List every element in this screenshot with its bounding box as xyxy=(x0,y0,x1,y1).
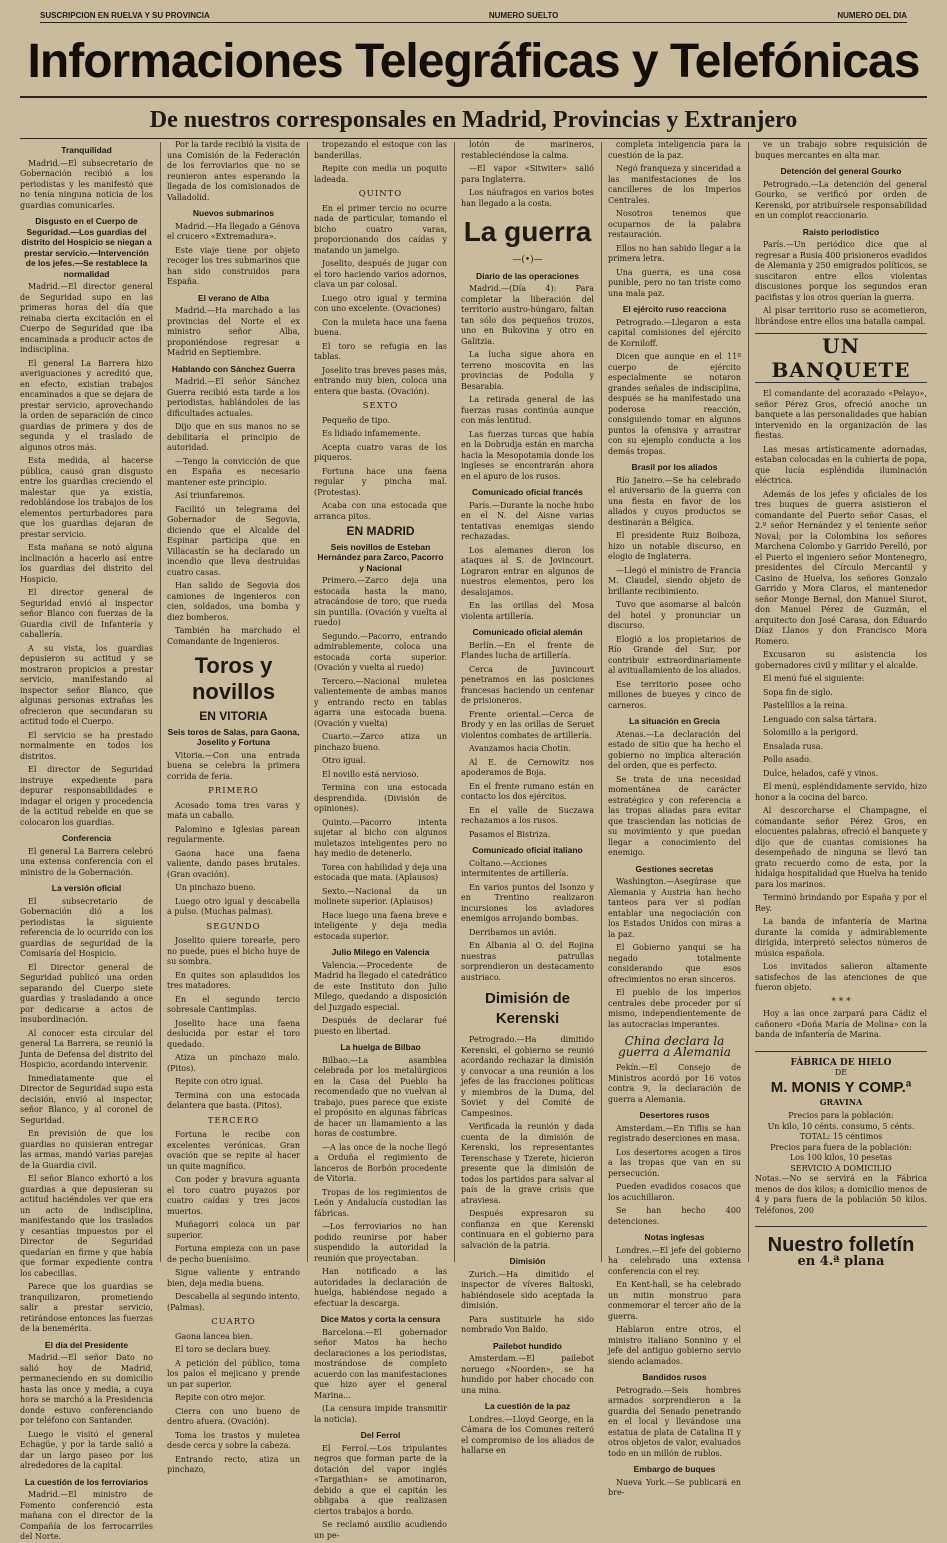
article-paragraph: Madrid.—Ha marchado a las provincias del Norte el ex ministro señor Alba, proponiéndose regresar a Madrid en Septiembre. xyxy=(167,306,300,357)
article-paragraph: El general La Barrera hizo averiguaciones y acreditó que, en efecto, existían trabajos encaminados a que se dejara de prestar servicio, aprovechando la orden de separación de cinco guardias de primera y dos de segunda y el traslado de algunos otros más. xyxy=(20,358,153,452)
article-paragraph: Las fuerzas turcas que había en la Dobrudja están en marcha hacia la Mesopotamia donde los ingleses se encontrarán ahora en el apuro de los rusos. xyxy=(461,429,594,481)
article-paragraph: Petrogrado.—Seis hombres armados sorprendieron a la guardia del Senado penetrando en el local y llevándose una estatua de plata de Catalina II y otros objetos de valor, evaluados todo en un millón de rublos. xyxy=(608,1385,741,1458)
article-headline: El ejército ruso reacciona xyxy=(622,304,727,314)
article-paragraph: El Director general de Seguridad publicó una orden separando del Cuerpo siete guardias y trasladando a once por dedicarse a actos de insubordinación. xyxy=(20,962,153,1024)
article-headline: Comunicado oficial italiano xyxy=(472,845,583,855)
column-5 xyxy=(608,140,742,1497)
ad-line: Precios para fuera de la población: xyxy=(770,1142,912,1152)
article-paragraph: Valencia.—Procedente de Madrid ha llegado el catedrático de este Instituto don Julio Milego, quedando a disposición del Juzgado especial. xyxy=(314,960,447,1012)
article-headline: La cuestión de la paz xyxy=(484,1401,571,1411)
article-paragraph: Joselito, después de jugar con el toro haciendo varios adornos, clava un par colosal. xyxy=(314,259,447,289)
article-paragraph: El Gobierno yanqui se ha negado totalmente considerando que esos ofrecimientos no eran sinceros. xyxy=(608,943,741,984)
article-headline: Detención del general Gourko xyxy=(780,166,902,176)
article-paragraph: Madrid.—El subsecretario de Gobernación recibió a los periodistas y les manifestó que no tenía ninguna noticia de los guardias comunicarles. xyxy=(20,158,153,210)
article-paragraph: Muñagorri coloca un par superior. xyxy=(167,1220,300,1240)
article-paragraph: Hablaron entre otros, el ministro italiano Sonnino y el jefe del antiguo gobierno servio siendo aclamados. xyxy=(608,1325,741,1366)
running-header xyxy=(40,8,907,23)
article-paragraph: El presidente Ruiz Boiboza, hizo un notable discurso, en elogio de Inglaterra. xyxy=(608,531,741,561)
article-headline: Hablando con Sánchez Guerra xyxy=(171,363,296,374)
article-paragraph: Palomino e Iglesias parean regularmente. xyxy=(167,824,300,844)
article-paragraph: Elogió a los propietarios de Río Grande del Sur, por contribuir extraordinariamente al avituallamiento de los aliados. xyxy=(608,634,742,675)
article-paragraph: completa inteligencia para la cuestión de la paz. xyxy=(608,140,741,160)
article-paragraph: Vitoria.—Con una entrada buena se celebra la primera corrida de feria. xyxy=(167,750,300,781)
column-separator xyxy=(748,142,749,1262)
article-paragraph: Con la muleta hace una faena buena. xyxy=(314,317,447,337)
ad-line: Un kilo, 10 cénts. consumo, 5 cénts. xyxy=(767,1121,915,1131)
column-separator xyxy=(601,142,602,1262)
article-paragraph: El toro se declara buey. xyxy=(175,1345,271,1354)
article-paragraph: Hace luego una faena breve e inteligente y deja media estocada superior. xyxy=(314,910,447,941)
article-paragraph: —Los ferroviarios no han podido reunirse por haber suspendido la autoridad la reunión que proyectaban. xyxy=(314,1222,447,1263)
article-headline: La cuestión de los ferroviarios xyxy=(24,1476,149,1487)
article-headline: Diario de las operaciones xyxy=(476,270,579,281)
italic-headline: China declara la guerra a Alemania xyxy=(618,1034,731,1059)
ad-location: GRAVINA xyxy=(819,1096,863,1107)
article-paragraph: Pequeño de tipo. xyxy=(322,415,390,425)
article-paragraph: El director de Seguridad instruye expediente para depurar responsabilidades e indagar el origen y procedencia de la actitud rebelde en que se colocaron los guardias. xyxy=(20,765,153,827)
article-paragraph: Toma los trastos y muletea desde cerca y sobre la cabeza. xyxy=(167,1430,300,1450)
ad-de: DE xyxy=(834,1068,848,1077)
article-paragraph: El comandante del acorazado «Pelayo», señor Pérez Gros, ofreció anoche un banquete a las personalidades que habían intervenido en la organización de las fiestas. xyxy=(755,389,927,440)
article-paragraph: Primero.—Zarco deja una estocada hasta la mano, atracándose de toro, que rueda sin puntilla. (Ovación y vuelta al ruedo) xyxy=(314,576,447,627)
article-paragraph: Además de los jefes y oficiales de los tres buques de guerra asistieron el comandante del Puerto señor Casas, el 2.º señor Hernández y el teniente señor Noval; por la Colombina los señores Marchena Colombo y Garrido Perelló, por el Puerto el ingeniero señor Montenegro, presidentes del Círculo Mercantil y Casino de Huelva, los señores Gonzalo Garrido y Mora Claros, el mantenedor señor Monge Bernal, don Manuel Siurot, don Manuel Pérez de Guzmán, el arquitecto don José Carasa, don Eduardo Díaz Llanos y don Francisco Mora Romero. xyxy=(755,489,927,646)
article-paragraph: Se trata de una necesidad momentánea de carácter estratégico y con referencia a las tropas aliadas para evitar que trasciendan las noticias de su movimiento y que puedan llegar a conocimiento del enemigo. xyxy=(608,774,741,857)
article-paragraph: Joselito hace una faena deslucida por estar el toro quedado. xyxy=(167,1018,300,1049)
article-paragraph: —El vapor «Sitwiter» salió para Inglaterra. xyxy=(461,164,594,184)
article-headline: El día del Presidente xyxy=(44,1339,129,1350)
article-paragraph: Descabella al segundo intento. (Palmas). xyxy=(167,1292,300,1312)
article-paragraph: El señor Blanco exhortó a los guardias a que depusieran su actitud haciéndoles ver que era un acto de indisciplina, manifestando que los traslados y cesantías impuestos por el Director de Seguridad quedarían en firme y que había que formar expediente contra los cabecillas. xyxy=(20,1174,153,1278)
article-paragraph: Sexto.—Nacional da un molinete superior. (Aplausos) xyxy=(314,886,447,906)
article-paragraph: Los desertores acogen a tiros a las tropas que van en su persecución. xyxy=(608,1147,741,1178)
article-paragraph: La retirada general de las fuerzas rusas continúa aunque con más lentitud. xyxy=(461,395,594,425)
column-6 xyxy=(755,140,927,1269)
article-paragraph: En Kent-hall, se ha celebrado un mitin monstruo para conmemorar el tercer año de la guerra. xyxy=(608,1280,741,1321)
article-paragraph: Acosado toma tres varas y mata un caballo. xyxy=(167,800,300,820)
article-paragraph: Gaona hace una faena valiente, dando pases brutales. (Gran ovación). xyxy=(167,848,300,879)
ad-line: Notas.—No se servirá en la Fábrica menos de dos kilos; a domicilio menos de 4 y para fuera de la población 50 kilos. Teléfonos, 200 xyxy=(755,1174,927,1215)
article-headline: Brasil por los aliados xyxy=(631,462,718,472)
bullfight-section-label: TERCERO xyxy=(207,1115,260,1126)
article-paragraph: El Ferrol.—Los tripulantes negros que forman parte de la dotación del vapor inglés «Targathian» se amotinaron, debido a que el capitán les obligaba a que realizasen ciertos trabajos a bordo. xyxy=(314,1443,447,1516)
ornament: —(•)— xyxy=(512,255,543,265)
article-headline: Seis novillos de Esteban Hernández para Zarco, Pacorro y Nacional xyxy=(317,541,444,573)
article-paragraph: Berlín.—En el frente de Flandes lucha de artillería. xyxy=(461,640,594,660)
article-paragraph: Facilitó un telegrama del Gobernador de Segovia, diciendo que el Alcalde del Espinar participa que en Villacastín se ha declarado un incendio que lleva destruidas cuatro casas. xyxy=(167,504,300,577)
article-paragraph: Madrid.—El señor Sánchez Guerra recibió esta tarde a los periodistas, hablándoles de las dificultades actuales. xyxy=(167,377,300,418)
article-paragraph: Se reclamó auxilio acudiendo un pe- xyxy=(314,1520,447,1540)
article-paragraph: Para sustituirle ha sido nombrado Von Baldo. xyxy=(461,1314,594,1334)
article-paragraph: El toro se refugia en las tablas. xyxy=(314,341,447,361)
article-headline: Comunicado oficial alemán xyxy=(472,627,583,637)
article-paragraph: Torea con habilidad y deja una estocada que mata. (Aplausos) xyxy=(314,862,447,882)
article-paragraph: Inmediatamente que el Director de Seguridad supo esta decisión, envió al inspector, señor Blanco, y al coronel de Seguridad. xyxy=(20,1073,153,1125)
article-paragraph: Ese territorio posee ocho millones de bueyes y cinco de carneros. xyxy=(608,679,741,710)
ice-factory-ad xyxy=(755,1051,927,1217)
article-headline: Tranquilidad xyxy=(61,145,112,155)
article-paragraph: Este viaje tiene por objeto recoger los tres submarinos que han sido construidos para España. xyxy=(167,245,300,286)
article-paragraph: En el primer tercio no ocurre nada de particular, tomando el bicho cuatro varas, proporcionando dos caídas y matando un jamelgo. xyxy=(314,203,447,255)
bullfight-section-label: QUINTO xyxy=(358,189,403,199)
article-paragraph: Un pinchazo bueno. xyxy=(175,883,256,892)
ad-line: Los 100 kilos, 10 pesetas xyxy=(789,1153,893,1162)
article-headline: Dice Matos y corta la censura xyxy=(320,1314,441,1324)
article-paragraph: Pekín.—El Consejo de Ministros acordó por 16 votos contra 9, la declaración de guerra a Alemania. xyxy=(608,1063,741,1104)
article-headline: La huelga de Bilbao xyxy=(340,1042,421,1052)
article-paragraph: Pastelillos a la reina. xyxy=(763,701,848,710)
article-paragraph: El subsecretario de Gobernación dió a los periodistas la siguiente referencia de lo ocurrido con los guardias de seguridad de la Comisaría del Hospicio. xyxy=(20,896,153,958)
ad-company: M. MONIS Y COMP.ª xyxy=(770,1078,912,1096)
article-paragraph: París.—Un periódico dice que al regresar a Rusia 400 prisioneros evadidos de Alemania y 250 emigrados políticos, se suscitaron entre ellos violentas discusiones porque los segundos eran pacifistas y los otros querían la guerra. xyxy=(755,240,927,302)
article-paragraph: Madrid.—El director general de Seguridad supo en las primeras horas del día que reinaba cierta excitación en el Cuerpo de Seguridad que iba encaminada a producir actos de indisciplina. xyxy=(20,282,153,354)
article-paragraph: En Albania al O. del Rojina nuestras patrullas sorprendieron un destacamento austriaco. xyxy=(461,941,594,982)
article-paragraph: El menú, espléndidamente servido, hizo honor a la cocina del barco. xyxy=(755,782,927,802)
section-banner: La guerra xyxy=(463,216,592,247)
ad-line: Precios para la población: xyxy=(788,1111,894,1120)
column-6-articles xyxy=(755,140,927,1041)
article-paragraph: Fortuna hace una faena regular y pincha mal. (Protestas). xyxy=(314,466,447,497)
article-paragraph: Londres.—El jefe del gobierno ha celebrado una extensa conferencia con el rey. xyxy=(608,1245,741,1276)
article-paragraph: Así triunfaremos. xyxy=(175,491,246,500)
article-paragraph: tropezando el estoque con las banderillas. xyxy=(314,140,447,160)
article-paragraph: Tropas de los regimientos de León y Andalucía custodian las fábricas. xyxy=(314,1187,447,1218)
ornament: * * * xyxy=(831,996,851,1007)
article-paragraph: Después de declarar fué puesto en libertad. xyxy=(314,1016,447,1036)
article-paragraph: Esta mañana se notó alguna inclinación a hacerlo así entre los guardias del distrito del Hospicio. xyxy=(20,543,153,584)
article-paragraph: Fortuna le recibe con excelentes verónicas. Gran ovación que se repite al hacer un quite magnífico. xyxy=(167,1130,300,1171)
bullfight-section-label: SEGUNDO xyxy=(206,921,261,932)
article-headline: Gestiones secretas xyxy=(635,863,714,874)
article-paragraph: —A las once de la noche llegó a Orduña el regimiento de lanceros de Borbón procedente de Vitoria. xyxy=(314,1142,447,1183)
folletin-notice xyxy=(755,1226,927,1268)
article-paragraph: El director general de Seguridad envió al inspector señor Blanco con fuerzas de la Guardia civil de Infantería y caballería. xyxy=(20,588,153,639)
article-paragraph: Dicen que aunque en el 11º cuerpo de ejército especialmente se notaron grandes señales de indisciplina, después se ha manifestado una poderosa reacción, consiguiendo tomar en algunos puntos la ofensiva y arrastrar con su ejemplo conducta a los demás tropas. xyxy=(608,352,741,456)
running-header-center: NUMERO SUELTO xyxy=(488,10,559,20)
article-paragraph: Nueva York.—Se publicará en bre- xyxy=(608,1477,741,1497)
ad-line: TOTAL: 15 céntimos xyxy=(799,1132,883,1141)
section-banner: Dimisión de Kerenski xyxy=(484,990,570,1027)
article-paragraph: Los náufragos en varios botes han llegado a la costa. xyxy=(461,188,594,208)
article-paragraph: Pollo asado. xyxy=(763,755,812,764)
article-paragraph: Las mesas artísticamente adornadas, estaban colocadas en la cubierta de popa, que lucía espléndida iluminación eléctrica. xyxy=(755,444,927,485)
article-paragraph: —Llegó el ministro de Francia M. Claudel, siendo objeto de brillante recibimiento. xyxy=(608,565,741,596)
article-paragraph: Tercero.—Nacional muletea valientemente de ambas manos y entrando recto en tablas agarra una estocada buena. (Ovación y vuelta) xyxy=(314,676,447,728)
article-paragraph: Coltano.—Acciones intermitentes de artillería. xyxy=(461,858,569,878)
article-paragraph: Quinto.—Pacorro intenta sujetar al bicho con algunos muletazos inteligentes pero no hay medio de detenerlo. xyxy=(314,817,447,858)
masthead-rule xyxy=(20,96,927,98)
article-paragraph: En varios puntos del Isonzo y en Trentino realizaron incursiones los aviadores enemigos arrojando bombas. xyxy=(461,882,594,923)
article-paragraph: Esta medida, al hacerse pública, causó gran disgusto entre los guardias creciendo el malestar que ya existía, redoblándose los trabajos de los elementos perturbadores para que los guardias dejaran de prestar servicio. xyxy=(20,456,153,539)
article-paragraph: Al pisar territorio ruso se acometieron, librándose entre ellos una batalla campal. xyxy=(755,306,927,326)
article-paragraph: Los invitados salieron altamente satisfechos de las atenciones de que fueron objeto. xyxy=(755,962,927,992)
bullfight-section-label: SEXTO xyxy=(362,401,399,411)
article-paragraph: Terminó brindando por España y por el Rey. xyxy=(755,893,927,913)
article-paragraph: Tuvo que asomarse al balcón del hotel y pronunciar un discurso. xyxy=(608,600,741,630)
article-paragraph: A su vista, los guardias depusieron su actitud y se mostraron propicios a prestar servicio, manifestando al inspector señor Blanco, que algunas personas extrañas les ofrecieron que secundaran su actitud todo el Cuerpo. xyxy=(20,643,153,726)
article-headline: Pailebot hundido xyxy=(493,1340,562,1351)
article-paragraph: (La censura impide transmitir la noticia). xyxy=(314,1404,447,1424)
article-paragraph: Entrando recto, atiza un pinchazo, xyxy=(167,1454,300,1474)
column-1 xyxy=(20,140,153,1541)
article-paragraph: Petrogrado.—Ha dimitido Kerenski, el gobierno se reunió acordando rechazar la dimisión y convocar a una reunión a los jefes de las fracciones políticas y miembros de la Duma, del Soviet y del Comité de Campesinos. xyxy=(461,1035,594,1118)
subhead: De nuestros corresponsales en Madrid, Provincias y Extranjero xyxy=(149,107,798,133)
article-paragraph: Barcelona.—El gobernador señor Matos ha hecho declaraciones a los periodistas, mostrándose de completo acuerdo con las manifestaciones que hizo ayer el general Marina... xyxy=(314,1327,447,1400)
article-paragraph: Bilbao.—La asamblea celebrada por los metalúrgicos en la Casa del Pueblo ha recomendado que no vuelvan al trabajo, pues parece que existe el propósito en algunas fábricas de hacer un llamamiento a las horas de costumbre. xyxy=(314,1055,447,1138)
article-headline: Raisto periodístico xyxy=(802,226,880,237)
article-paragraph: Atiza un pinchazo malo. (Pitos). xyxy=(167,1053,300,1073)
article-headline: El verano de Alba xyxy=(197,292,269,303)
article-paragraph: Dijo que en sus manos no se debilitaría el principio de autoridad. xyxy=(167,422,300,452)
article-paragraph: Petrogrado.—Llegaron a esta capital comisiones del ejército de Korniloff. xyxy=(608,317,741,348)
article-paragraph: Excusaron su asistencia los gobernadores civil y militar y el alcalde. xyxy=(755,650,927,670)
article-paragraph: Joselito quiere torearle, pero no puede, pues el bicho huye de su sombra. xyxy=(167,936,300,966)
article-paragraph: París.—Durante la noche hubo en el N. del Aisne varias tentativas enemigas siendo rechazadas. xyxy=(461,500,594,541)
article-paragraph: En quites son aplaudidos los tres matadores. xyxy=(167,970,300,990)
article-paragraph: Fortuna empieza con un pase de pecho buenísimo. xyxy=(167,1244,300,1264)
article-paragraph: A petición del público, toma los palos el mejicano y prende un par superior. xyxy=(167,1358,300,1389)
article-headline: Nuevos submarinos xyxy=(192,208,275,218)
article-paragraph: Sigue valiente y entrando bien, deja media buena. xyxy=(167,1268,300,1288)
bullfight-section-label: CUARTO xyxy=(211,1317,256,1327)
article-paragraph: La lucha sigue ahora en terreno moscovita en las provincias de Podolia y Besarabia. xyxy=(461,350,594,391)
article-paragraph: Joselito tras breves pases más, entrando muy bien, coloca una entera que basta. (Ovación). xyxy=(314,365,447,396)
article-paragraph: Madrid.—El señor Dato no salió hoy de Madrid, permaneciendo en su domicilio hasta las once y media, a cuya hora se marchó a la Presidencia donde estuvo conferenciando por teléfono con Santander. xyxy=(20,1353,153,1425)
article-paragraph: Sopa fin de siglo. xyxy=(763,687,833,697)
bullfight-section-label: PRIMERO xyxy=(208,786,259,796)
article-paragraph: Parece que los guardias se tranquilizaron, prometiendo salir a prestar servicio, retirándose entonces las fuerzas de la benemérita. xyxy=(20,1282,153,1333)
article-paragraph: Al conocer esta circular del general La Barrera, se reunió la Junta de Defensa del distrito del Hospicio, acordando intervenir. xyxy=(20,1028,153,1069)
article-paragraph: Termina con una estocada desprendida. (División de opiniones). xyxy=(314,783,447,813)
article-paragraph: Solomillo a la perigord. xyxy=(763,728,859,737)
article-paragraph: Han notificado a las autoridades la declaración de huelga, habiéndose negado a efectuar la descarga. xyxy=(314,1267,447,1308)
article-paragraph: Es lidiado infamemente. xyxy=(322,429,421,438)
article-paragraph: En previsión de que los guardias no quisieran entregar las armas, mandó varias parejas de la Guardia civil. xyxy=(20,1129,153,1170)
section-banner: Toros y novillos xyxy=(191,653,276,704)
article-paragraph: En las orillas del Mosa violenta artillería. xyxy=(461,601,594,621)
article-paragraph: Río Janeiro.—Se ha celebrado el aniversario de la guerra con una fiesta en favor de los aliados y cuyos productos se destinarán a Bélgica. xyxy=(608,475,741,527)
article-paragraph: Madrid.—El ministro de Fomento conferenció esta mañana con el director de la Compañía de los ferrocarriles del Norte. xyxy=(20,1490,153,1541)
article-paragraph: Pasamos el Bistriza. xyxy=(469,829,551,839)
article-headline: Disgusto en el Cuerpo de Seguridad.—Los guardias del distrito del Hospicio se niegan a prestar servicio.—Intervención de los jefes.—Se restablece la normalidad xyxy=(21,216,152,279)
article-paragraph: Por la tarde recibió la visita de una Comisión de la Federación de los ferroviarios que no se reunieron antes esperando la llegada de los comisionados de Valladolid. xyxy=(167,140,300,202)
article-headline: Seis toros de Salas, para Gaona, Joselito y Fortuna xyxy=(167,726,300,747)
masthead: Informaciones Telegráficas y Telefónicas xyxy=(27,35,920,88)
article-paragraph: Amsterdam.—En Tiflis se han registrado deserciones en masa. xyxy=(608,1123,741,1143)
article-paragraph: Negó franqueza y sinceridad a las manifestaciones de los cancilleres de los Imperios Centrales. xyxy=(608,164,741,205)
article-paragraph: Hoy a las once zarpará para Cádiz el cañonero «Doña María de Molina» con la banda de infantería de Marina. xyxy=(755,1009,927,1039)
article-headline: La versión oficial xyxy=(51,883,122,893)
article-paragraph: Lenguado con salsa tártara. xyxy=(763,714,877,724)
article-paragraph: lotón de marineros, restableciéndose la calma. xyxy=(461,140,594,160)
article-paragraph: Una guerra, es una cosa punible, pero no tan triste como una mala paz. xyxy=(608,267,741,298)
article-paragraph: Verificada la reunión y dada cuenta de la dimisión de Kerenski, los representantes Terenschase y Tzerete, hicieron presente que la dimisión de todos los partidos para salvar al país de la grave crisis que atraviesa. xyxy=(461,1122,594,1205)
article-paragraph: Termina con una estocada delantera que basta. (Pitos). xyxy=(167,1090,300,1110)
article-paragraph: También ha marchado el Comandante de Ingenieros. xyxy=(167,626,300,646)
article-paragraph: Al descorcharse el Champagne, el comandante señor Pérez Gros, en elocuentes palabras, ofreció el banquete y dijo que de cuantas comisiones ha desempeñado de ninguna se llevó tan grato recuerdo como de esta, por la hidalga hospitalidad que Huelva ha tenido para los marinos. xyxy=(755,806,927,889)
article-paragraph: Luego otro igual y descabella a pulso. (Muchas palmas). xyxy=(167,896,300,916)
article-paragraph: Gaona lancea bien. xyxy=(175,1331,253,1341)
column-separator xyxy=(160,142,161,1262)
article-paragraph: Luego otro igual y termina con uno excelente. (Ovaciones) xyxy=(314,293,447,313)
article-paragraph: Cerca de Juvincourt penetramos en las posiciones francesas haciendo un centenar de prisioneros. xyxy=(461,664,594,705)
folletin-line-2: en 4.ª plana xyxy=(797,1254,885,1269)
article-headline: Comunicado oficial francés xyxy=(472,487,583,497)
section-subbanner: EN MADRID xyxy=(346,524,415,538)
article-headline: Desertores rusos xyxy=(639,1110,710,1120)
article-paragraph: Nosotros tenemos que ocuparnos de la palabra restauración. xyxy=(608,209,741,239)
ad-title: FÁBRICA DE HIELO xyxy=(790,1057,892,1068)
folletin-line-1: Nuestro folletín xyxy=(767,1234,915,1256)
column-4 xyxy=(461,140,594,1455)
article-paragraph: Ensalada rusa. xyxy=(763,741,824,751)
article-paragraph: El general La Barrera celebró una extensa conferencia con el ministro de la Gobernación. xyxy=(20,846,153,877)
article-paragraph: Londres.—Lloyd George, en la Cámara de los Comunes reiteró el compromiso de los aliados de hallarse en xyxy=(461,1414,594,1455)
article-paragraph: Madrid.—(Día 4): Para completar la liberación del territorio austro-húngaro, faltan tan sólo dos pequeños trozos, uno en Bukovina y otro en Galitzia. xyxy=(461,284,594,346)
article-headline: Notas inglesas xyxy=(644,1232,705,1242)
running-header-left: SUSCRIPCION EN RUELVA Y SU PROVINCIA xyxy=(40,10,210,20)
article-paragraph: Dulce, helados, café y vinos. xyxy=(763,768,879,778)
article-paragraph: Amsterdam.—El pailebot noruego «Noorden», se ha hundido por haber chocado con una mina. xyxy=(461,1354,594,1395)
article-paragraph: El menú fué el siguiente: xyxy=(763,674,865,683)
article-paragraph: Derribamos un avión. xyxy=(469,927,557,937)
column-2 xyxy=(167,140,300,1474)
article-paragraph: Repite con otro mejor. xyxy=(175,1393,266,1402)
subhead-rule xyxy=(20,138,927,139)
article-paragraph: Luego le visitó el general Echagüe, y por la tarde salió a dar un largo paseo por los alrededores de la capital. xyxy=(20,1429,153,1470)
article-paragraph: En el valle de Suczawa rechazamos a los rusos. xyxy=(461,805,594,825)
article-headline: Bandidos rusos xyxy=(642,1372,707,1382)
article-paragraph: Otro igual. xyxy=(322,756,366,765)
article-paragraph: Después expresaron su confianza en que Kerenski continuara en el gobierno para salvación de la patria. xyxy=(461,1209,594,1250)
article-paragraph: Atenas.—La declaración del estado de sitio que ha hecho el gobierno no implica alteración del orden, que es perfecto. xyxy=(608,729,741,770)
article-paragraph: Madrid.—Ha llegado a Génova el crucero «Extremadura». xyxy=(167,221,300,241)
article-paragraph: Cuarto.—Zarco atiza un pinchazo bueno. xyxy=(314,732,447,752)
article-paragraph: Cierra con uno bueno de dentro afuera. (Ovación). xyxy=(167,1406,300,1426)
article-paragraph: En el segundo tercio sobresale Cantimplas. xyxy=(167,994,300,1014)
article-paragraph: Los alemanes dieron los ataques al S. de Jovincourt. Lograron entrar en algunos de nuestros elementos, pero los desalojamos. xyxy=(461,545,594,597)
section-subbanner: EN VITORIA xyxy=(199,709,268,723)
article-paragraph: Pueden evadidos cosacos que los acuchillaron. xyxy=(608,1182,741,1202)
column-separator xyxy=(454,142,455,1262)
section-banner: UN BANQUETE xyxy=(755,333,927,383)
article-paragraph: Acaba con una estocada que arranca pitos. xyxy=(314,501,447,521)
article-paragraph: Frente oriental.—Cerca de Brody y en las orillas de Seruet violentos combates de artillería. xyxy=(461,709,594,740)
article-paragraph: Ellos no han sabido llegar a la primera letra. xyxy=(608,243,741,263)
article-headline: Embargo de buques xyxy=(633,1464,716,1474)
column-separator xyxy=(307,142,308,1262)
article-paragraph: El servicio se ha prestado normalmente en todos los distritos. xyxy=(20,730,153,761)
column-3 xyxy=(314,140,447,1540)
article-paragraph: Zurich.—Ha dimitido el inspector de víveres Baltoski, habiéndosele sido aceptada la dimisión. xyxy=(461,1269,594,1310)
article-headline: Julio Milego en Valencia xyxy=(331,947,430,957)
article-paragraph: El novillo está nervioso. xyxy=(322,769,419,779)
article-paragraph: ve un trabajo sobre requisición de buques mercantes en alta mar. xyxy=(755,140,927,160)
article-paragraph: En el frente rumano están en contacto los dos ejércitos. xyxy=(461,781,594,801)
article-paragraph: Repite con otro igual. xyxy=(175,1077,263,1086)
article-paragraph: Repite con media un poquito ladeada. xyxy=(314,164,447,184)
article-paragraph: Segundo.—Pacorro, entrando admirablemente, coloca una estocada corta superior. (Ovación y vuelta al ruedo) xyxy=(314,631,447,672)
article-headline: Dimisión xyxy=(509,1256,546,1266)
article-paragraph: El pueblo de los imperios centrales debe proceder por sí mismo, independientemente de las autocracias imperantes. xyxy=(608,988,741,1029)
article-paragraph: Avanzamos hacia Chotin. xyxy=(469,744,571,753)
article-headline: Conferencia xyxy=(61,833,112,843)
article-paragraph: Al E. de Cernowitz nos apoderamos de Boja. xyxy=(461,757,594,777)
running-header-right: NUMERO DEL DIA xyxy=(837,10,907,20)
article-paragraph: —Tengo la convicción de que en España es necesario mantener este principio. xyxy=(167,456,300,487)
article-headline: La situación en Grecia xyxy=(629,716,720,726)
article-paragraph: Petrogrado.—La detención del general Gourko, se verificó por orden de Kerenski, por atribuírsele responsabilidad en un complot reaccionario. xyxy=(755,179,927,220)
article-paragraph: Acepta cuatro varas de los piqueros. xyxy=(314,442,447,462)
article-paragraph: La banda de infantería de Marina durante la comida y admirablemente dirigida, interpretó selectos números de música española. xyxy=(755,917,927,958)
article-paragraph: Han salido de Segovia dos camiones de ingenieros con cien, soldados, una bomba y diez bomberos. xyxy=(167,581,300,622)
article-paragraph: Con poder y bravura aguanta el toro cuatro puyazos por cuatro caídas y tres jacos muertos. xyxy=(167,1175,300,1216)
article-headline: Del Ferrol xyxy=(360,1430,401,1440)
article-paragraph: Se han hecho 400 detenciones. xyxy=(608,1206,741,1226)
ad-line: SERVICIO A DOMICILIO xyxy=(790,1163,892,1173)
article-paragraph: Washington.—Asegúrase que Alemania y Austria han hecho tanteos para ver si podían entablar una negociación con los Estados Unidos con miras a la paz. xyxy=(608,877,741,939)
